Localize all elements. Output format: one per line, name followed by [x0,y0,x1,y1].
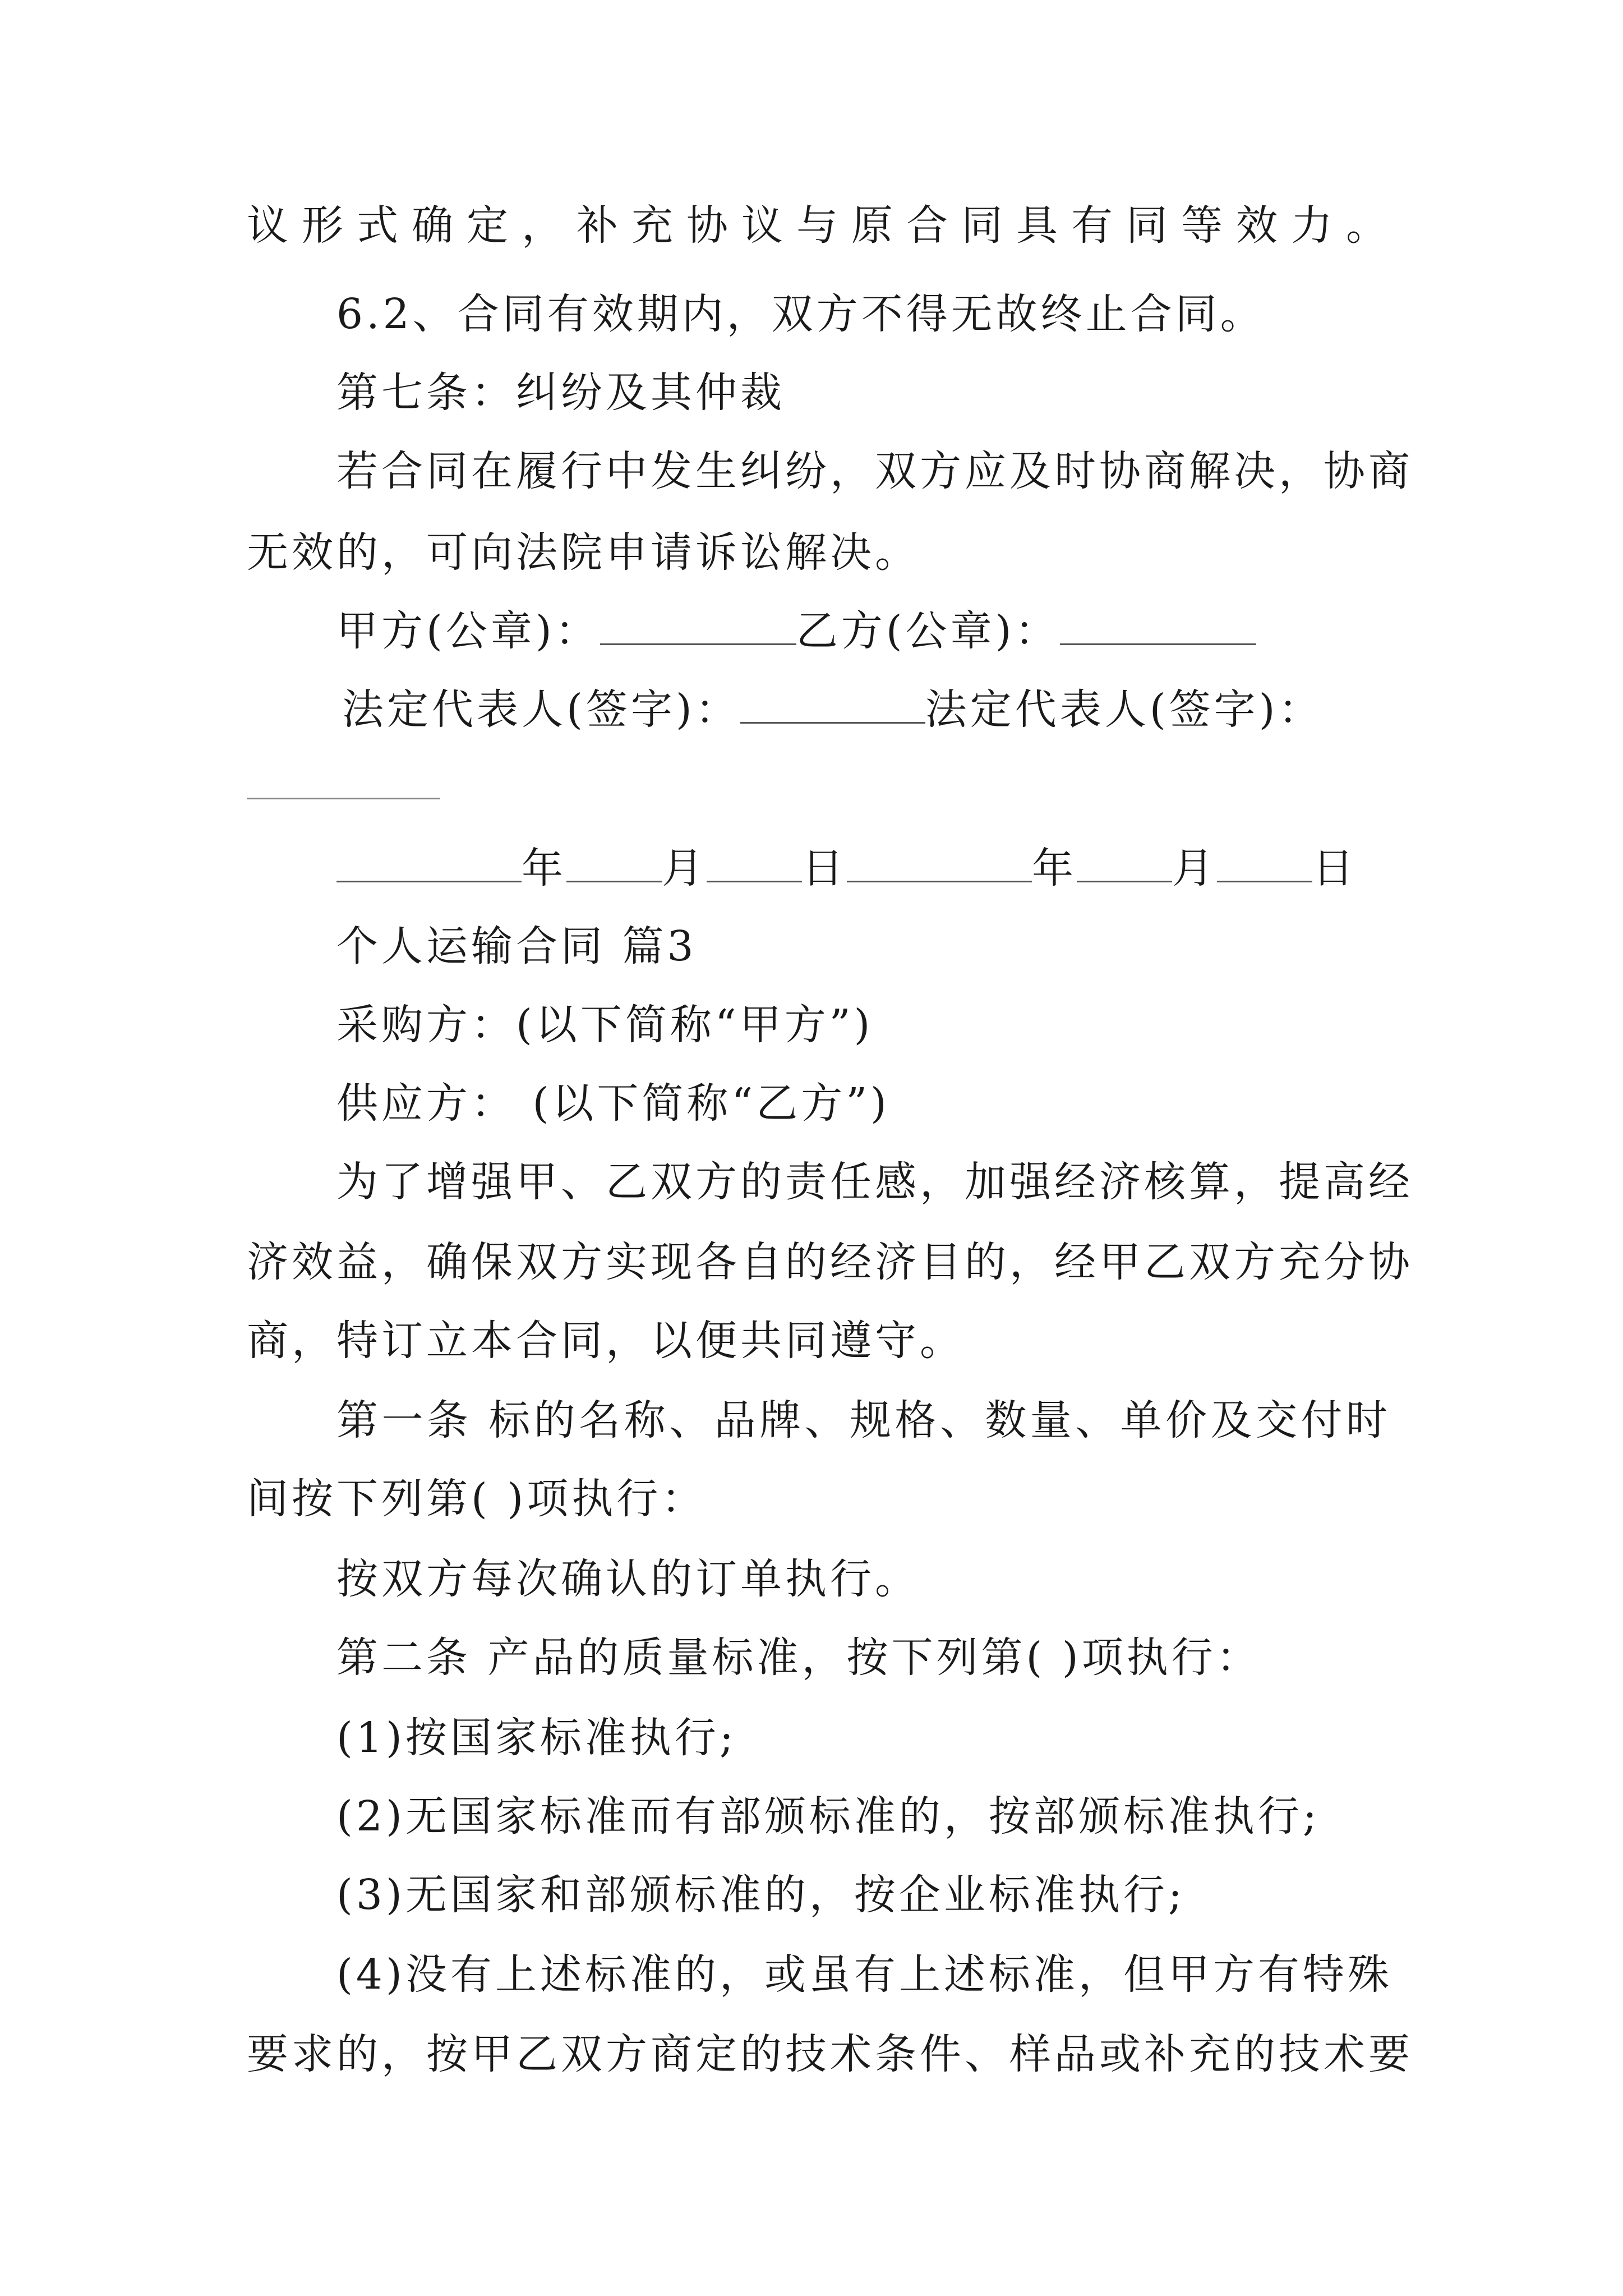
party-a-seal-label: 甲方(公章)： [336,607,600,655]
paragraph-line: 采购方：(以下简称“甲方”) [336,1001,874,1049]
rep-b-blank[interactable] [247,798,440,799]
date-b-year-label: 年 [1032,844,1077,892]
list-item: (3)无国家和部颁标准的，按企业标准执行; [336,1871,1186,1919]
rep-a-label: 法定代表人(签字)： [342,685,740,734]
paragraph-line: 为了增强甲、乙双方的责任感，加强经济核算，提高经 [336,1158,1413,1206]
paragraph-line: 济效益，确保双方实现各自的经济目的，经甲乙双方充分协 [247,1238,1413,1286]
signature-rep-line [342,682,1324,738]
date-a-year-label: 年 [522,844,566,892]
date-b-day-blank[interactable] [1217,847,1312,882]
rep-b-label: 法定代表人(签字)： [925,685,1324,734]
date-a-day-label: 日 [802,844,847,892]
paragraph-line: 商，特订立本合同，以便共同遵守。 [247,1317,965,1365]
paragraph-line: 议形式确定，补充协议与原合同具有同等效力。 [247,201,1391,250]
party-a-seal-blank[interactable] [600,610,796,645]
paragraph-line: 6.2、合同有效期内，双方不得无故终止合同。 [336,290,1265,338]
rep-a-blank[interactable] [740,688,925,724]
signature-seal-line [336,603,1256,659]
article-heading: 第二条 产品的质量标准，按下列第( )项执行： [336,1634,1261,1682]
list-item: (4)没有上述标准的，或虽有上述标准，但甲方有特殊 [336,1950,1393,1999]
party-b-seal-label: 乙方(公章)： [796,607,1060,655]
paragraph-line: 间按下列第( )项执行： [247,1475,707,1523]
section-title: 个人运输合同 篇3 [336,922,697,970]
paragraph-line: 按双方每次确认的订单执行。 [336,1555,920,1603]
party-b-seal-blank[interactable] [1060,610,1256,645]
paragraph-line: 若合同在履行中发生纠纷，双方应及时协商解决，协商 [336,447,1413,495]
paragraph-line: 供应方： (以下简称“乙方”) [336,1079,890,1128]
date-b-year-blank[interactable] [847,847,1032,882]
date-a-month-blank[interactable] [566,847,662,882]
paragraph-line: 要求的，按甲乙双方商定的技术条件、样品或补充的技术要 [247,2030,1413,2078]
date-b-month-label: 月 [1172,844,1217,892]
date-a-year-blank[interactable] [336,847,522,882]
date-line [336,840,1357,896]
date-a-month-label: 月 [662,844,707,892]
article-heading: 第七条：纠纷及其仲裁 [336,369,785,417]
date-b-month-blank[interactable] [1077,847,1172,882]
paragraph-line: 无效的，可向法院申请诉讼解决。 [247,528,920,577]
date-a-day-blank[interactable] [707,847,802,882]
date-b-day-label: 日 [1312,844,1357,892]
list-item: (1)按国家标准执行; [336,1714,737,1762]
list-item: (2)无国家标准而有部颁标准的，按部颁标准执行; [336,1792,1320,1841]
article-heading: 第一条 标的名称、品牌、规格、数量、单价及交付时 [336,1396,1391,1444]
